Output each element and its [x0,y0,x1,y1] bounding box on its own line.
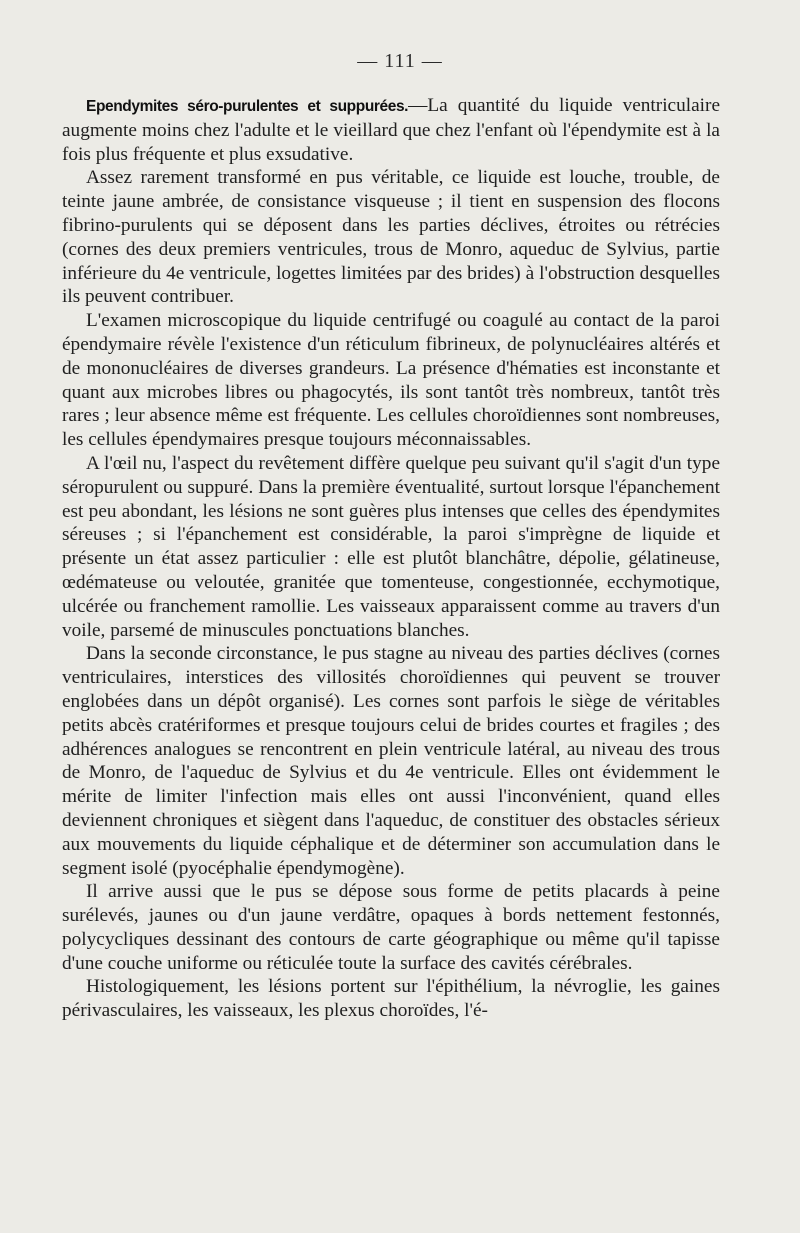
page-number: — 111 — [357,50,443,72]
paragraph [62,94,720,166]
paragraph: L'examen microscopique du liquide centrifugé ou coagulé au contact de la paroi épendymaire révèle l'existence d'un réticulum fibrineux, de polynucléaires altérés et de mononucléaires de diverses grandeurs. La présence d'hématies est inconstante et quant aux microbes libres ou phagocytés, ils sont tantôt très nombreux, tantôt très rares ; leur absence même est fréquente. Les cellules choroïdiennes sont nombreuses, les cellules épendymaires presque toujours méconnaissables. [62,310,720,451]
paragraph-text: —La quantité du liquide ventriculaire augmente moins chez l'adulte et le vieillard que chez l'enfant où l'épendymite est à la fois plus fréquente et plus exsudative. [62,95,720,165]
paragraph: Histologiquement, les lésions portent sur l'épithélium, la névroglie, les gaines périvasculaires, les vaisseaux, les plexus choroïdes, l'é- [62,976,720,1022]
body-text [62,94,720,1023]
section-heading: Ependymites séro-purulentes et suppurées. [86,98,409,115]
paragraph: Assez rarement transformé en pus véritable, ce liquide est louche, trouble, de teinte jaune ambrée, de consistance visqueuse ; il tient en suspension des flocons fibrino-purulents qui se déposent dans les parties déclives, étroites ou rétrécies (cornes des deux premiers ventricules, trous de Monro, aqueduc de Sylvius, partie inférieure du 4e ventricule, logettes limitées par des brides) à l'obstruction desquelles ils peuvent contribuer. [62,167,720,308]
paragraph: Il arrive aussi que le pus se dépose sous forme de petits placards à peine surélevés, jaunes ou d'un jaune verdâtre, opaques à bords nettement festonnés, polycycliques dessinant des contours de carte géographique ou même qu'il tapisse d'une couche uniforme ou réticulée toute la surface des cavités cérébrales. [62,881,720,974]
paragraph: Dans la seconde circonstance, le pus stagne au niveau des parties déclives (cornes ventriculaires, interstices des villosités choroïdiennes qui peuvent se trouver englobées dans un dépôt organisé). Les cornes sont parfois le siège de véritables petits abcès cratériformes et presque toujours celui de brides courtes et fragiles ; des adhérences analogues se rencontrent en plein ventricule latéral, au niveau des trous de Monro, de l'aqueduc de Sylvius et du 4e ventricule. Elles ont évidemment le mérite de limiter l'infection mais elles ont aussi l'inconvénient, quand elles deviennent chroniques et siègent dans l'aqueduc, de constituer des obstacles sérieux aux mouvements du liquide céphalique et de déterminer son accumulation dans le segment isolé (pyocéphalie épendymogène). [62,643,720,879]
paragraph: A l'œil nu, l'aspect du revêtement diffère quelque peu suivant qu'il s'agit d'un type séropurulent ou suppuré. Dans la première éventualité, surtout lorsque l'épanchement est peu abondant, les lésions ne sont guères plus intenses que celles des épendymites séreuses ; si l'épanchement est considérable, la paroi s'imprègne de liquide et présente un état assez particulier : elle est plutôt blanchâtre, dépolie, gélatineuse, œdémateuse ou veloutée, granitée que tomenteuse, congestionnée, ecchymotique, ulcérée ou franchement ramollie. Les vaisseaux apparaissent comme au travers d'un voile, parsemé de minuscules ponctuations blanches. [62,452,720,641]
